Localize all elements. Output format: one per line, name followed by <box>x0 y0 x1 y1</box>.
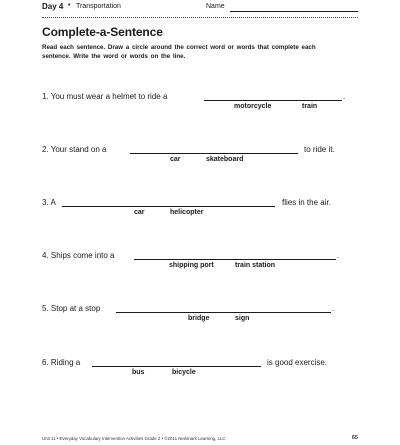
page-title: Complete-a-Sentence <box>42 25 163 39</box>
question-1 <box>42 92 358 132</box>
worksheet-header <box>42 2 358 14</box>
question-ending: to ride it. <box>304 145 335 154</box>
dotted-divider <box>42 17 358 18</box>
choice-word: shipping port <box>169 262 214 269</box>
question-6 <box>42 358 358 398</box>
footer-credit: Unit 11 • Everyday Vocabulary Intervention Activities Grade 2 • ©2011 Newmark Learning, LLC <box>42 436 226 441</box>
choice-word: bicycle <box>172 369 196 376</box>
page-footer <box>42 436 358 444</box>
answer-line <box>62 206 275 207</box>
choice-word: helicopter <box>170 209 204 216</box>
choice-word: bridge <box>188 315 210 322</box>
question-text: 6. Riding a <box>42 358 81 367</box>
question-5 <box>42 304 358 344</box>
instructions: Read each sentence. Draw a circle around the correct word or words that complete each sentence. Write the word or words on the line. <box>42 44 316 60</box>
answer-line <box>134 259 336 260</box>
choice-word: sign <box>235 315 250 322</box>
question-text: 2. Your stand on a <box>42 145 107 154</box>
question-4 <box>42 251 358 291</box>
choice-word: train <box>302 103 318 110</box>
question-ending: is good exercise. <box>267 358 328 367</box>
choice-word: car <box>170 156 181 163</box>
question-ending: . <box>343 92 346 101</box>
answer-line <box>116 312 331 313</box>
header-bullet: • <box>68 2 71 9</box>
answer-line <box>130 153 298 154</box>
answer-line <box>204 100 342 101</box>
question-3 <box>42 198 358 238</box>
question-text: 5. Stop at a stop <box>42 304 101 313</box>
question-ending: . <box>337 251 340 260</box>
topic-label: Transportation <box>76 2 121 10</box>
question-text: 3. A <box>42 198 56 207</box>
choice-word: car <box>134 209 145 216</box>
question-ending: . <box>332 304 335 313</box>
name-label: Name <box>206 2 225 10</box>
answer-line <box>92 366 261 367</box>
name-line <box>230 11 358 12</box>
choice-word: bus <box>132 369 145 376</box>
choice-word: train station <box>235 262 276 269</box>
page-number: 65 <box>351 435 358 441</box>
question-ending: flies in the air. <box>282 198 331 207</box>
choice-word: skateboard <box>206 156 244 163</box>
question-text: 4. Ships come into a <box>42 251 115 260</box>
question-2 <box>42 145 358 185</box>
choice-word: motorcycle <box>234 103 272 110</box>
day-label: Day 4 <box>42 2 64 11</box>
question-text: 1. You must wear a helmet to ride a <box>42 92 168 101</box>
